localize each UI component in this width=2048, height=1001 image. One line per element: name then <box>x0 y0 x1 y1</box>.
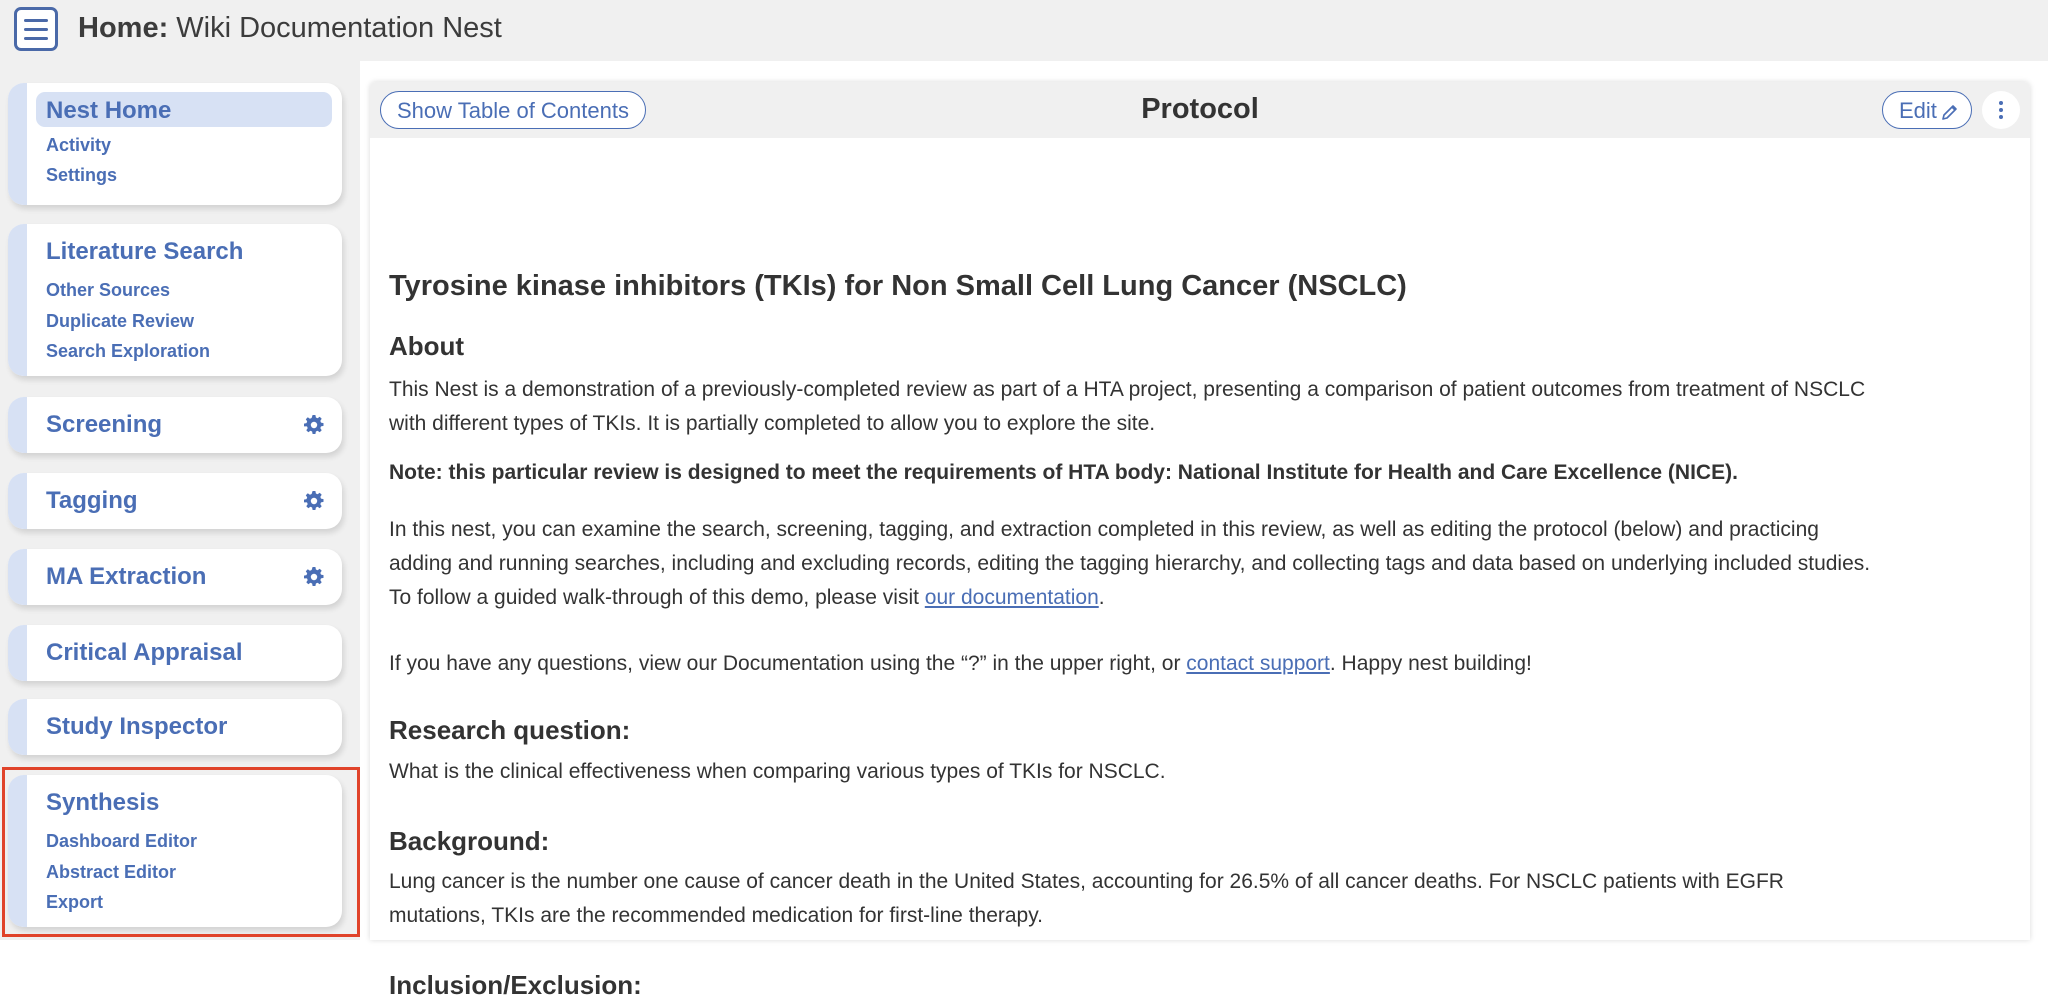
sidebar-item-tagging[interactable]: Tagging <box>46 487 138 514</box>
pencil-icon <box>1941 103 1959 121</box>
top-bar <box>0 0 2048 61</box>
sidebar-item-settings[interactable]: Settings <box>46 165 118 185</box>
sidebar-item-export[interactable]: Export <box>46 892 104 912</box>
vertical-ellipsis-icon[interactable] <box>1982 91 2020 129</box>
questions-paragraph: If you have any questions, view our Documentation using the “?” in the upper right, or contact support. Happy nest building! <box>389 652 1532 675</box>
contact-support-link[interactable]: contact support <box>1186 652 1330 675</box>
sidebar-item-literature-search[interactable]: Literature Search <box>46 238 244 265</box>
sidebar-item-search-exploration[interactable]: Search Exploration <box>46 341 211 361</box>
show-toc-button[interactable]: Show Table of Contents <box>380 91 646 129</box>
nest-name: Wiki Documentation Nest <box>176 12 502 44</box>
tagging-card[interactable] <box>8 473 342 529</box>
research-question-text: What is the clinical effectiveness when comparing various types of TKIs for NSCLC. <box>389 760 1166 783</box>
sidebar-item-nest-home[interactable]: Nest Home <box>46 97 172 124</box>
research-question-heading: Research question: <box>389 715 631 745</box>
edit-label: Edit <box>1899 97 1937 123</box>
page-title <box>78 12 502 45</box>
note-paragraph: Note: this particular review is designed to meet the requirements of HTA body: National Institute for Health and Care Excellence (NICE). <box>389 461 1738 484</box>
gear-icon[interactable] <box>304 567 324 587</box>
our-documentation-link[interactable]: our documentation <box>924 586 1099 609</box>
sidebar-item-study-inspector[interactable]: Study Inspector <box>46 713 228 740</box>
about-heading: About <box>389 331 465 361</box>
panel-title: Protocol <box>1141 93 1259 125</box>
sidebar-item-duplicate-review[interactable]: Duplicate Review <box>46 311 195 331</box>
gear-icon[interactable] <box>304 415 324 435</box>
home-prefix: Home: <box>78 12 169 44</box>
protocol-panel <box>370 82 2030 1000</box>
critical-appraisal-card[interactable] <box>8 625 342 681</box>
sidebar-item-critical-appraisal[interactable]: Critical Appraisal <box>46 639 243 666</box>
instructions-paragraph: In this nest, you can examine the search, screening, tagging, and extraction completed in this review, as well as editing the protocol (below) and practicing adding and running searches, including and excluding records, editing the tagging hierarchy, and collecting tags and data based on underlying included studies. To follow a guided walk-through of this demo, please visit our documentation. <box>389 518 1871 609</box>
sidebar-item-abstract-editor[interactable]: Abstract Editor <box>46 862 177 882</box>
sidebar-item-synthesis[interactable]: Synthesis <box>46 789 160 816</box>
document-title: Tyrosine kinase inhibitors (TKIs) for Non Small Cell Lung Cancer (NSCLC) <box>389 270 1407 302</box>
hamburger-menu-icon[interactable] <box>14 7 58 51</box>
about-paragraph: This Nest is a demonstration of a previously-completed review as part of a HTA project, presenting a comparison of patient outcomes from treatment of NSCLC with different types of TKIs. It is partially completed to allow you to explore the site. <box>389 378 1866 435</box>
synthesis-highlight-box <box>2 767 360 937</box>
inclusion-heading: Inclusion/Exclusion: <box>389 970 642 1000</box>
nest-home-card <box>8 83 342 205</box>
study-inspector-card[interactable] <box>8 699 342 755</box>
gear-icon[interactable] <box>304 491 324 511</box>
background-text: Lung cancer is the number one cause of cancer death in the United States, accounting for 26.5% of all cancer deaths. For NSCLC patients with EGFR mutations, TKIs are the recommended medication for first-line therapy. <box>389 870 1784 927</box>
ma-extraction-card[interactable] <box>8 549 342 605</box>
sidebar-item-dashboard-editor[interactable]: Dashboard Editor <box>46 831 198 851</box>
sidebar-item-screening[interactable]: Screening <box>46 411 163 438</box>
panel-header <box>370 82 2030 138</box>
sidebar-item-other-sources[interactable]: Other Sources <box>46 280 171 300</box>
background-heading: Background: <box>389 826 550 856</box>
literature-search-card <box>8 224 342 376</box>
sidebar-item-ma-extraction[interactable]: MA Extraction <box>46 563 207 590</box>
edit-button[interactable] <box>1882 91 1972 129</box>
sidebar-item-activity[interactable]: Activity <box>46 135 112 155</box>
screening-card[interactable] <box>8 397 342 453</box>
